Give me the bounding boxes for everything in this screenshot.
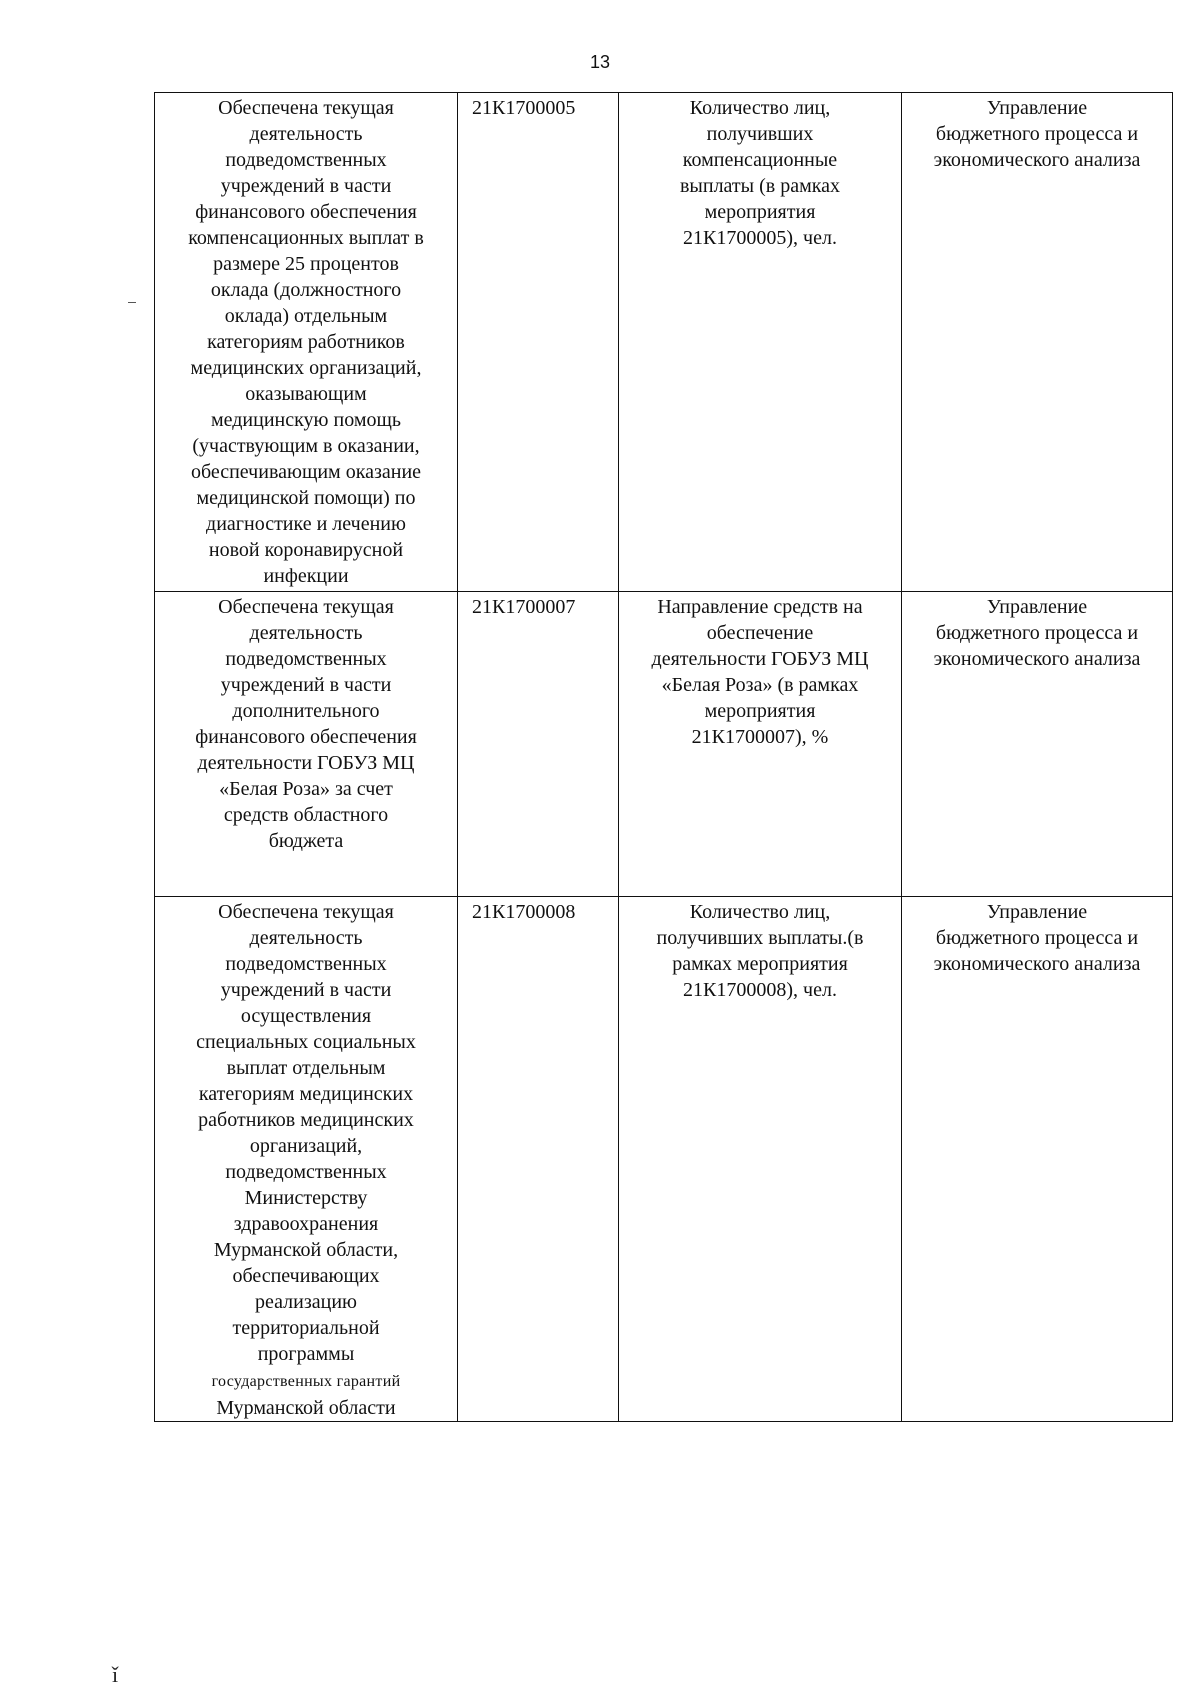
table-row — [155, 93, 1173, 592]
measure-description: Обеспечена текущая деятельность подведомственных учреждений в части осуществления специальных социальных выплат отдельным категориям медицинских работников медицинских организаций, подведомственных Министерству здравоохранения Мурманской области, обеспечивающих реализацию территориальной программы — [196, 901, 416, 1365]
measure-code: 21К1700008 — [458, 897, 619, 1422]
responsible-department: Управление бюджетного процесса и экономического анализа — [902, 897, 1173, 1422]
indicator-description: Количество лиц, получивших выплаты.(в рамках мероприятия 21К1700008), чел. — [619, 897, 902, 1422]
measure-description: Обеспечена текущая деятельность подведомственных учреждений в части дополнительного финансового обеспечения деятельности ГОБУЗ МЦ «Белая Роза» за счет средств областного бюджета — [155, 592, 458, 897]
measure-code: 21К1700005 — [458, 93, 619, 592]
table-row — [155, 592, 1173, 897]
scan-mark: ǐ — [112, 1662, 119, 1687]
measures-table — [154, 92, 1173, 1422]
responsible-department: Управление бюджетного процесса и экономического анализа — [902, 592, 1173, 897]
indicator-description: Направление средств на обеспечение деятельности ГОБУЗ МЦ «Белая Роза» (в рамках мероприятия 21К1700007), % — [619, 592, 902, 897]
measure-description: Обеспечена текущая деятельность подведомственных учреждений в части финансового обеспечения компенсационных выплат в размере 25 процентов оклада (должностного оклада) отдельным категориям работников медицинских организаций, оказывающим медицинскую помощь (участвующим в оказании, обеспечивающим оказание медицинской помощи) по диагностике и лечению новой коронавирусной инфекции — [155, 93, 458, 592]
table-row — [155, 897, 1173, 1422]
indicator-description: Количество лиц, получивших компенсационные выплаты (в рамках мероприятия 21К1700005), чел. — [619, 93, 902, 592]
measure-code: 21К1700007 — [458, 592, 619, 897]
responsible-department: Управление бюджетного процесса и экономического анализа — [902, 93, 1173, 592]
measure-description-tail: Мурманской области — [216, 1397, 396, 1419]
measure-description-small-line: государственных гарантий — [211, 1373, 401, 1390]
measure-description-cell — [155, 897, 458, 1422]
page-number: 13 — [589, 52, 611, 72]
margin-tick-mark — [128, 302, 136, 303]
